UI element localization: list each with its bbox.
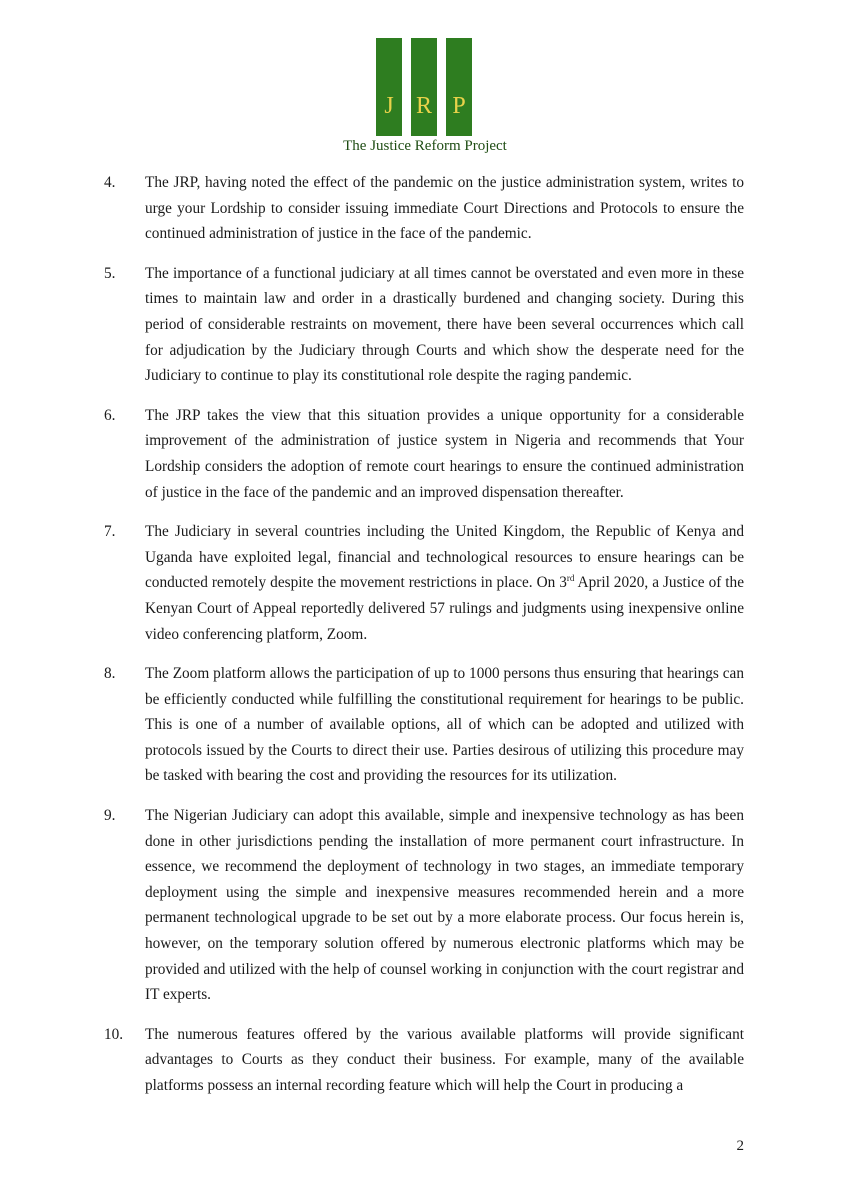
numbered-paragraph [104,170,744,247]
logo-bars [376,38,472,136]
ordinal-superscript: rd [566,573,575,584]
paragraph-number: 4. [104,174,116,191]
jrp-logo [340,38,510,158]
logo-organization-name: The Justice Reform Project [343,138,507,154]
numbered-paragraph [104,661,744,789]
paragraph-text-run: The Nigerian Judiciary can adopt this available, simple and inexpensive technology as has been done in other jurisdictions pending the installation of more permanent court infrastructure. In essence, we recommend the deployment of technology in two stages, an immediate temporary deployment using the simple and inexpensive measures recommended herein and a more permanent technological upgrade to be set out by a more elaborate process. Our focus herein is, however, on the temporary solution offered by numerous electronic platforms which may be provided and utilized with the help of counsel working in conjunction with the court registrar and IT experts. [145,807,744,1004]
paragraph-number: 5. [104,264,116,282]
logo-bar [376,38,402,136]
numbered-paragraph [104,261,744,389]
paragraph-text-run: The JRP, having noted the effect of the pandemic on the justice administration system, writes to urge your Lordship to consider issuing immediate Court Directions and Protocols to ensure the continued administration of justice in the face of the pandemic. [145,174,744,243]
paragraph-text-run: April 2020, a Justice of the Kenyan Court of Appeal reportedly delivered 57 rulings and judgments using inexpensive online video conferencing platform, Zoom. [145,574,744,643]
paragraph-number: 10. [104,1025,124,1043]
paragraph-number: 8. [104,665,116,683]
logo-letter-p: P [452,93,466,119]
document-body [104,170,744,1113]
paragraph-text [145,665,744,784]
numbered-paragraph [104,403,744,505]
paragraph-number: 9. [104,807,116,825]
paragraph-text-run: The Zoom platform allows the participation of up to 1000 persons thus ensuring that hearings can be efficiently conducted while fulfilling the constitutional requirement for hearings to be public. This is one of a number of available options, all of which can be adopted and utilized with protocols issued by the Courts to direct their use. Parties desirous of utilizing this procedure may be tasked with bearing the cost and providing the resources for its utilization. [145,665,744,785]
paragraph-text [145,265,744,384]
paragraph-number: 6. [104,406,116,424]
page-number: 2 [736,1138,744,1154]
paragraph-text [145,807,744,1003]
numbered-paragraph [104,1022,744,1099]
paragraph-text-run: The importance of a functional judiciary at all times cannot be overstated and even more in these times to maintain law and order in a drastically burdened and changing society. During this period of considerable restraints on movement, there have been several occurrences which call for adjudication by the Judiciary through Courts and which show the desperate need for the Judiciary to continue to play its constitutional role despite the raging pandemic. [145,264,744,385]
paragraph-text [145,174,744,242]
paragraph-number: 7. [104,523,116,541]
numbered-paragraph [104,519,744,647]
paragraph-text [145,407,744,501]
paragraph-text-run: The numerous features offered by the various available platforms will provide significant advantages to Courts as they conduct their business. For example, many of the available platforms possess an internal recording feature which will help the Court in producing a [145,1025,744,1094]
paragraph-text-run: The JRP takes the view that this situation provides a unique opportunity for a considerable improvement of the administration of justice system in Nigeria and recommends that Your Lordship considers the adoption of remote court hearings to ensure the continued administration of justice in the face of the pandemic and an improved dispensation thereafter. [145,406,744,501]
paragraph-text-run: The Judiciary in several countries including the United Kingdom, the Republic of Kenya and Uganda have exploited legal, financial and technological resources to ensure hearings can be conducted remotely despite the movement restrictions in place. On 3 [145,523,744,592]
paragraph-text [145,1026,744,1094]
logo-bar [411,38,437,136]
numbered-paragraph [104,803,744,1008]
logo-letter-j: J [384,93,394,119]
logo-letter-r: R [415,93,432,119]
logo-bar [446,38,472,136]
paragraph-text [145,523,744,642]
